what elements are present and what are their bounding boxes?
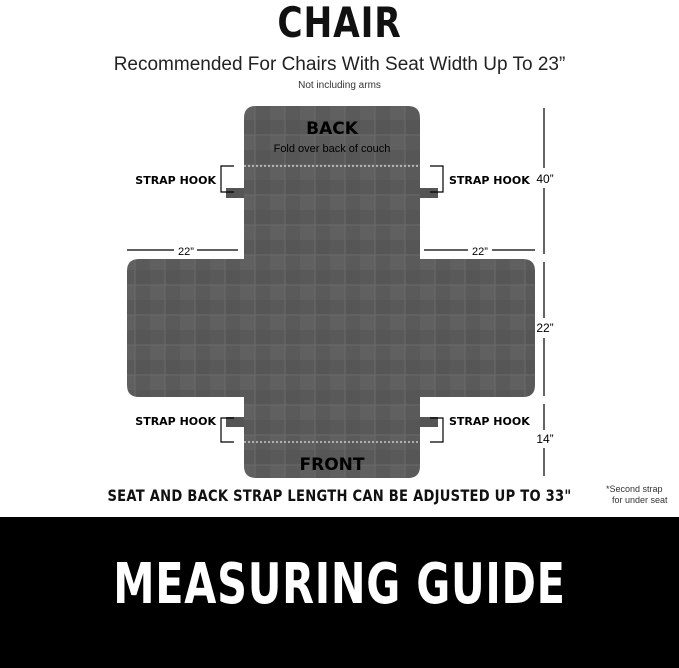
strap-length-note: SEAT AND BACK STRAP LENGTH CAN BE ADJUSTED UP TO 33" (107, 486, 572, 505)
front-height: 14” (536, 432, 554, 446)
second-strap-note-line2: for under seat (612, 495, 668, 505)
strap-hook-upper-left (226, 188, 244, 198)
arm-left-width: 22” (178, 246, 194, 258)
arms-note: Not including arms (298, 80, 381, 91)
subtitle: Recommended For Chairs With Seat Width Up To 23” (113, 54, 566, 75)
strap-hook-label-lower-left: STRAP HOOK (135, 415, 216, 428)
back-label: BACK (306, 119, 358, 139)
page-title: CHAIR (277, 0, 402, 47)
second-strap-note (606, 484, 676, 506)
banner-title: MEASURING GUIDE (113, 552, 566, 617)
strap-hook-label-lower-right: STRAP HOOK (449, 415, 530, 428)
strap-hook-label-upper-right: STRAP HOOK (449, 174, 530, 187)
back-height: 40” (536, 172, 554, 186)
strap-hook-label-upper-left: STRAP HOOK (135, 174, 216, 187)
second-strap-note-line1: *Second strap (606, 484, 663, 494)
front-label: FRONT (299, 455, 365, 475)
arm-right-width: 22” (472, 246, 488, 258)
seat-height: 22” (536, 321, 554, 335)
strap-hook-upper-right (420, 188, 438, 198)
back-sublabel: Fold over back of couch (273, 143, 391, 155)
